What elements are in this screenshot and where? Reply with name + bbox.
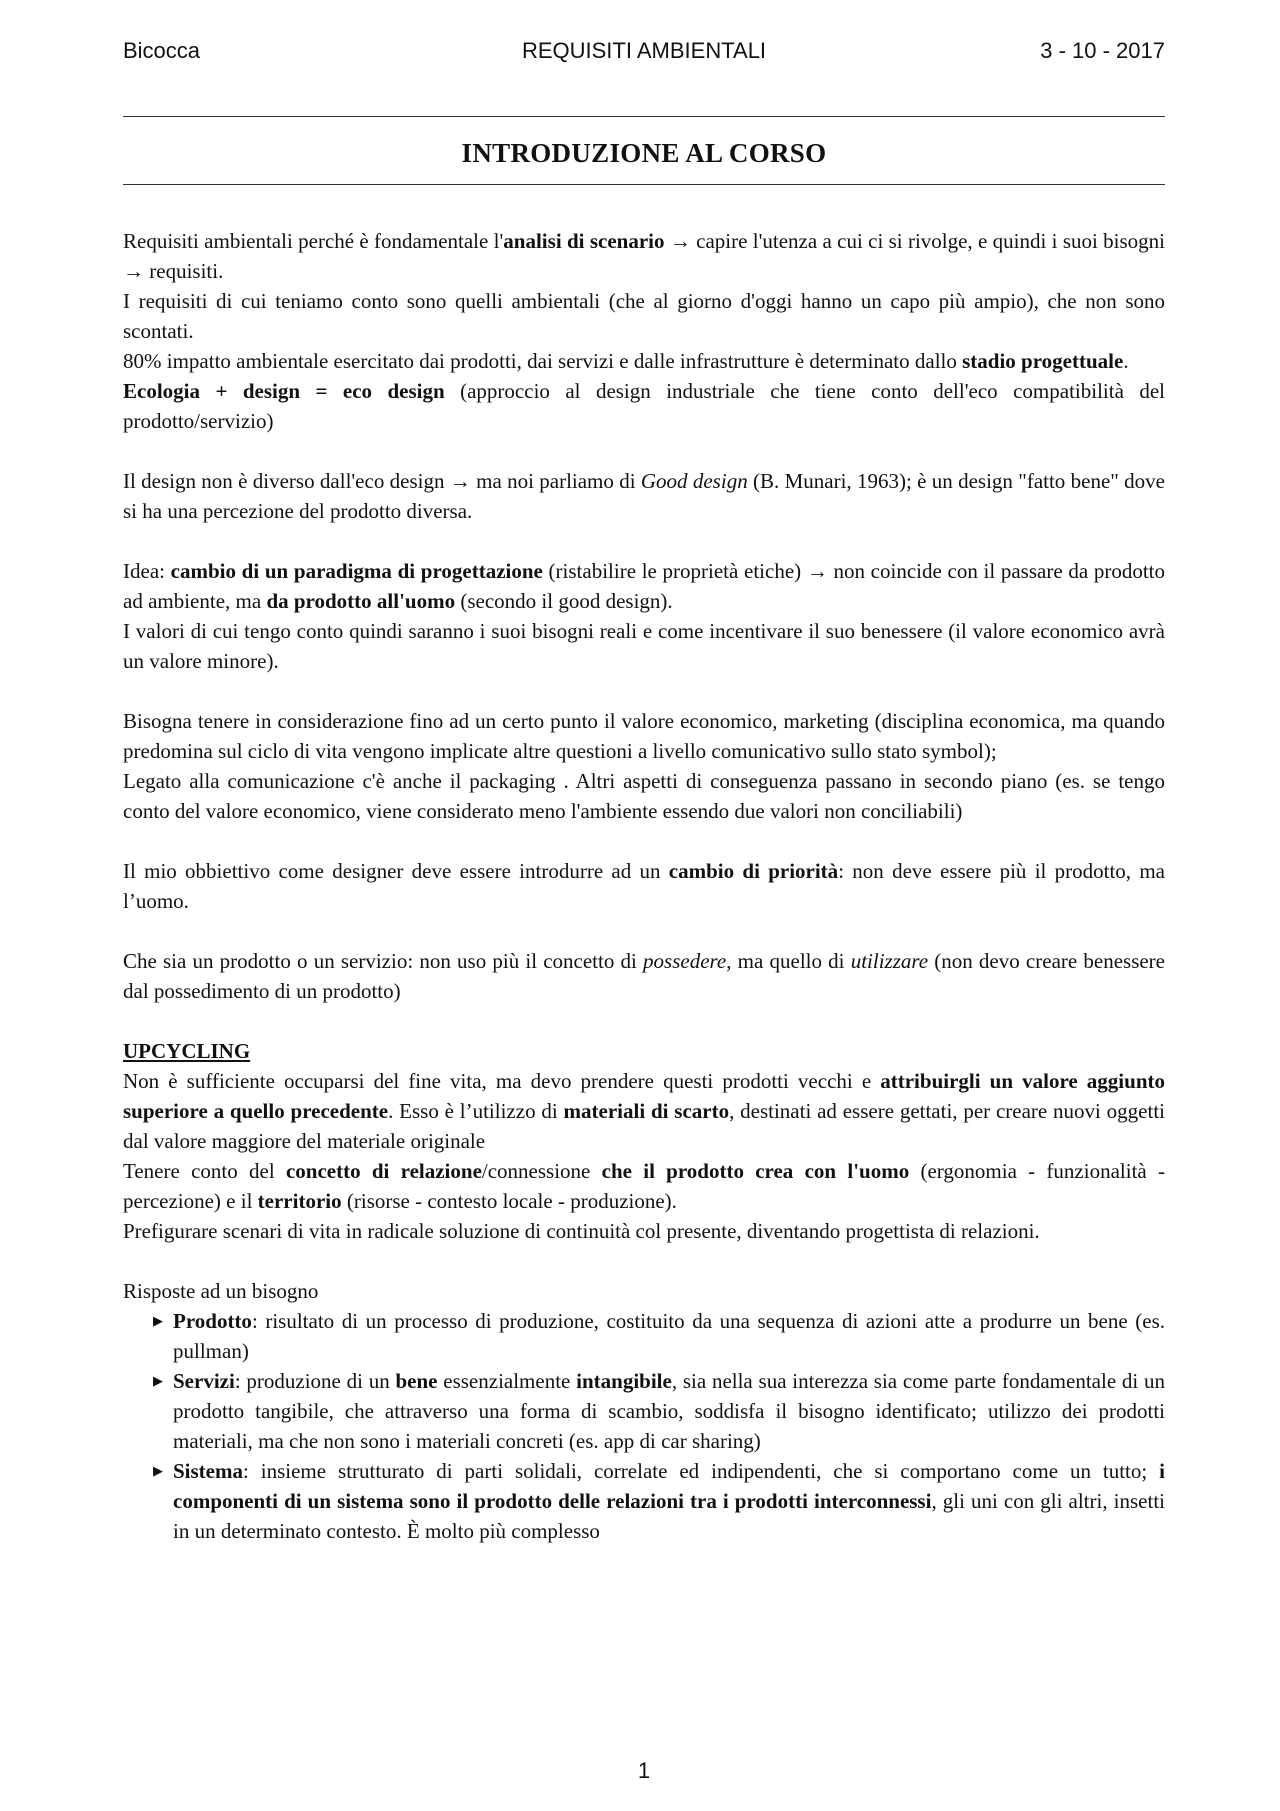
paragraph: 80% impatto ambientale esercitato dai prodotti, dai servizi e dalle infrastrutture è determinato dallo stadio progettuale. [123,349,1129,373]
paragraph: Il design non è diverso dall'eco design → ma noi parliamo di Good design (B. Munari, 1963); è un design "fatto bene" dove si ha una percezione del prodotto diversa. [123,469,1165,523]
header-left: Bicocca [123,38,201,63]
header-center: REQUISITI AMBIENTALI [521,38,767,63]
document-page [123,0,1165,1811]
list-intro: Risposte ad un bisogno [123,1279,319,1303]
title-rule [123,184,1165,185]
paragraph: Ecologia + design = eco design (approccio al design industriale che tiene conto dell'eco compatibilità del prodotto/servizio) [123,379,1165,433]
response-list [123,1306,1165,1546]
page-number: 1 [637,1758,651,1783]
paragraph: Bisogna tenere in considerazione fino ad un certo punto il valore economico, marketing (disciplina economica, ma quando predomina sul ciclo di vita vengono implicate altre questioni a livello comunicativo sullo stato symbol); [123,709,1165,763]
paragraph: Tenere conto del concetto di relazione/connessione che il prodotto crea con l'uomo (ergonomia - funzionalità - percezione) e il territorio (risorse - contesto locale - produzione). [123,1159,1165,1213]
header-date: 3 - 10 - 2017 [1040,38,1165,63]
paragraph: Requisiti ambientali perché è fondamentale l'analisi di scenario → capire l'utenza a cui ci si rivolge, e quindi i suoi bisogni → requisiti. [123,229,1165,283]
list-item: ▶ Sistema: insieme strutturato di parti solidali, correlate ed indipendenti, che si comportano come un tutto; i componenti di un sistema sono il prodotto delle relazioni tra i prodotti interconnessi, gli uni con gli altri, insetti in un determinato contesto. È molto più complesso [173,1456,1165,1546]
list-item: ▶ Servizi: produzione di un bene essenzialmente intangibile, sia nella sua interezza sia come parte fondamentale di un prodotto tangibile, che attraverso una forma di scambio, soddisfa il bisogno identificato; utilizzo dei prodotti materiali, ma che non sono i materiali concreti (es. app di car sharing) [173,1366,1165,1456]
page-header [123,38,1165,68]
section-title-upcycling: UPCYCLING [123,1039,251,1063]
page-title: INTRODUZIONE AL CORSO [461,138,827,168]
paragraph: Non è sufficiente occuparsi del fine vita, ma devo prendere questi prodotti vecchi e attribuirgli un valore aggiunto superiore a quello precedente. Esso è l’utilizzo di materiali di scarto, destinati ad essere gettati, per creare nuovi oggetti dal valore maggiore del materiale originale [123,1069,1165,1153]
triangle-bullet-icon: ▶ [153,1463,163,1478]
paragraph: Prefigurare scenari di vita in radicale soluzione di continuità col presente, diventando progettista di relazioni. [123,1219,1040,1243]
paragraph: I requisiti di cui teniamo conto sono quelli ambientali (che al giorno d'oggi hanno un capo più ampio), che non sono scontati. [123,289,1165,343]
triangle-bullet-icon: ▶ [153,1373,163,1388]
document-body [123,226,1165,1546]
paragraph: Che sia un prodotto o un servizio: non uso più il concetto di possedere, ma quello di utilizzare (non devo creare benessere dal possedimento di un prodotto) [123,949,1165,1003]
header-rule [123,116,1165,117]
paragraph: Idea: cambio di un paradigma di progettazione (ristabilire le proprietà etiche) → non coincide con il passare da prodotto ad ambiente, ma da prodotto all'uomo (secondo il good design). [123,559,1165,613]
list-item: ▶ Prodotto: risultato di un processo di produzione, costituito da una sequenza di azioni atte a produrre un bene (es. pullman) [173,1306,1165,1366]
triangle-bullet-icon: ▶ [153,1313,163,1328]
paragraph: Il mio obbiettivo come designer deve essere introdurre ad un cambio di priorità: non deve essere più il prodotto, ma l’uomo. [123,859,1165,913]
paragraph: I valori di cui tengo conto quindi saranno i suoi bisogni reali e come incentivare il suo benessere (il valore economico avrà un valore minore). [123,619,1165,673]
paragraph: Legato alla comunicazione c'è anche il packaging . Altri aspetti di conseguenza passano in secondo piano (es. se tengo conto del valore economico, viene considerato meno l'ambiente essendo due valori non conciliabili) [123,769,1165,823]
